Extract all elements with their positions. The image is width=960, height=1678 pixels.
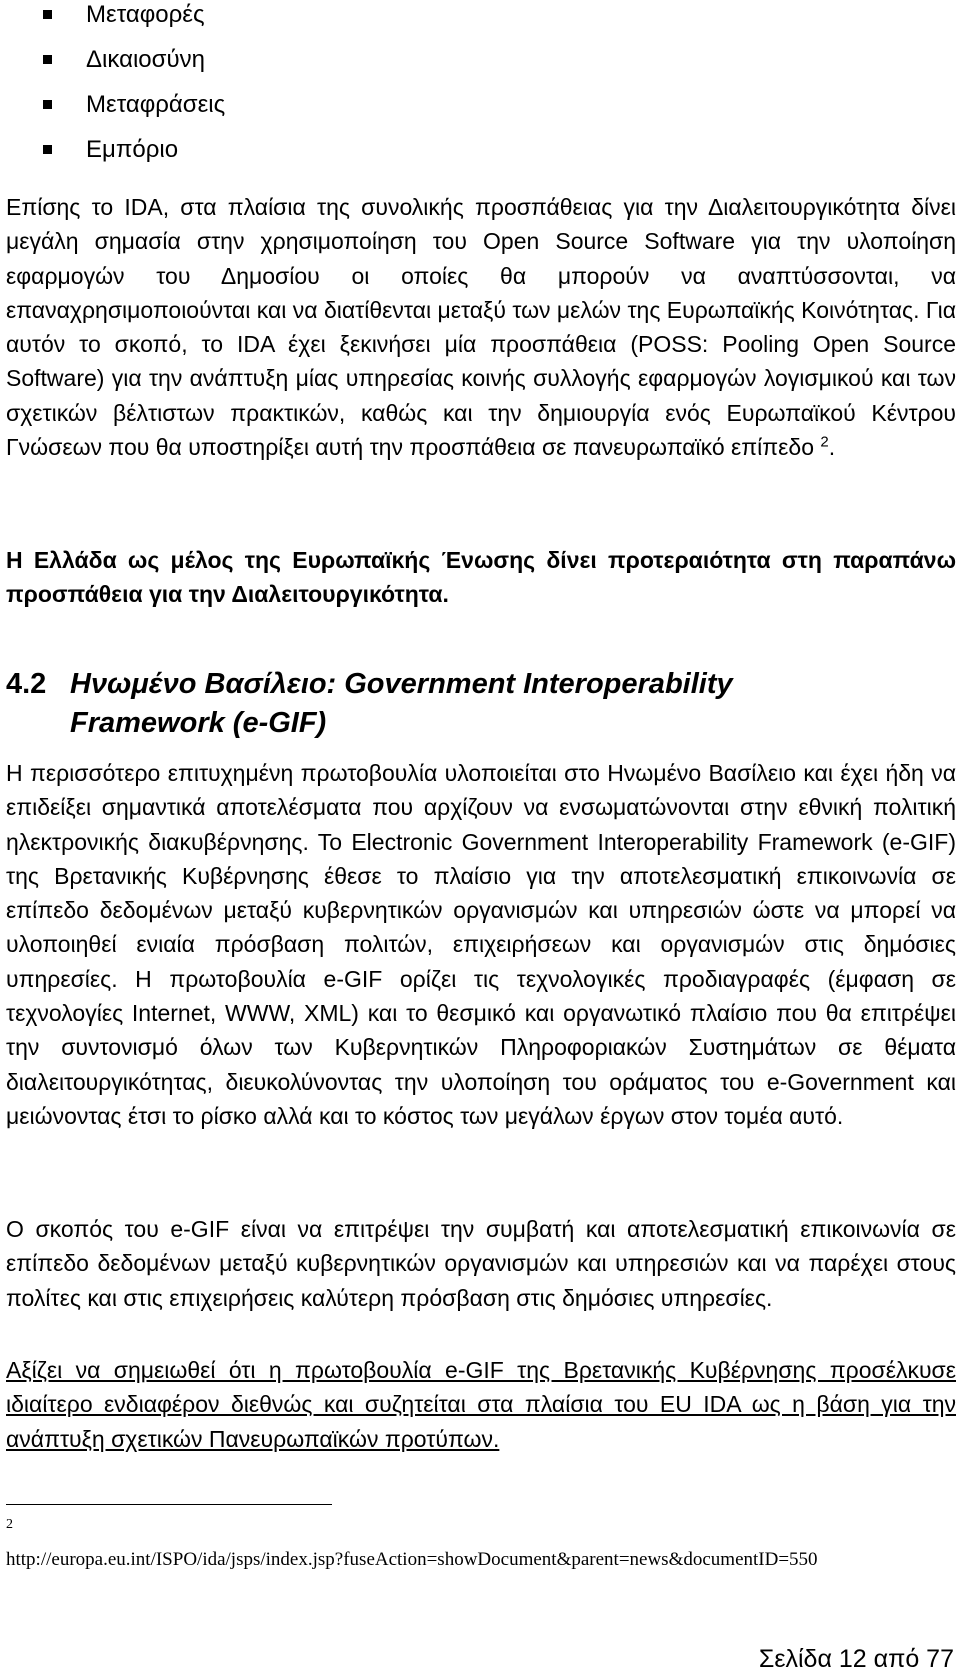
- egif-description-paragraph: Η περισσότερο επιτυχημένη πρωτοβουλία υλοποιείται στο Ηνωμένο Βασίλειο και έχει ήδη να επιδείξει σημαντικά αποτελέσματα που αρχίζουν να ενσωματώνονται στην εθνική πολιτική ηλεκτρονικής διακυβέρνησης. Το Electronic Government Interoperability Framework (e-GIF) της Βρετανικής Κυβέρνησης έθεσε το πλαίσιο για την αποτελεσματική επικοινωνία σε επίπεδο δεδομένων μεταξύ κυβερνητικών οργανισμών και υπηρεσιών ώστε να μπορεί να υλοποιηθεί ενιαία πρόσβαση πολιτών, επιχειρήσεων και οργανισμών στις δημόσιες υπηρεσίες. Η πρωτοβουλία e-GIF ορίζει τις τεχνολογικές προδιαγραφές (έμφαση σε τεχνολογίες Internet, WWW, XML) και το θεσμικό και οργανωτικό πλαίσιο που θα επιτρέψει την συντονισμό όλων των Κυβερνητικών Πληροφοριακών Συστημάτων σε θέματα διαλειτουργικότητας, διευκολύνοντας την υλοποίηση του οράματος του e-Government και μειώνοντας έτσι το ρίσκο αλλά και το κόστος των μεγάλων έργων στον τομέα αυτό.: [6, 760, 956, 1129]
- footnote-marker: 2: [6, 1517, 13, 1532]
- bullet-item: [0, 90, 225, 135]
- footnote-link[interactable]: http://europa.eu.int/ISPO/ida/jsps/index.jsp?fuseAction=showDocument&parent=news&documentID=550: [6, 1549, 818, 1570]
- bullet-item-text: Μεταφορές: [86, 1, 205, 28]
- footnote-reference[interactable]: 2: [820, 433, 829, 451]
- bullet-item: [0, 135, 225, 180]
- bullet-list: [0, 0, 225, 180]
- bullet-item-text: Εμπόριο: [86, 136, 179, 163]
- section-title-line1: Ηνωμένο Βασίλειο: Government Interoperability: [70, 668, 733, 700]
- bullet-item: [0, 45, 225, 90]
- bullet-item-text: Δικαιοσύνη: [86, 46, 205, 73]
- square-bullet-icon: [43, 145, 52, 154]
- square-bullet-icon: [43, 100, 52, 109]
- greece-priority-paragraph: Η Ελλάδα ως μέλος της Ευρωπαϊκής Ένωσης δίνει προτεραιότητα στη παραπάνω προσπάθεια για την Διαλειτουργικότητα.: [6, 547, 956, 607]
- section-number: 4.2: [6, 668, 47, 700]
- paragraph-end: .: [828, 434, 836, 461]
- bullet-item-text: Μεταφράσεις: [86, 91, 226, 118]
- egif-purpose-paragraph: Ο σκοπός του e-GIF είναι να επιτρέψει την συμβατή και αποτελεσματική επικοινωνία σε επίπεδο δεδομένων μεταξύ κυβερνητικών οργανισμών και υπηρεσιών και να παρέχει στους πολίτες και στις επιχειρήσεις καλύτερη πρόσβαση στις δημόσιες υπηρεσίες.: [6, 1216, 956, 1311]
- egif-international-paragraph: Αξίζει να σημειωθεί ότι η πρωτοβουλία e-GIF της Βρετανικής Κυβέρνησης προσέλκυσε ιδιαίτερο ενδιαφέρον διεθνώς και συζητείται στα πλαίσια του EU IDA ως η βάση για την ανάπτυξη σχετικών Πανευρωπαϊκών προτύπων.: [6, 1357, 956, 1452]
- square-bullet-icon: [43, 10, 52, 19]
- square-bullet-icon: [43, 55, 52, 64]
- bullet-item: [0, 0, 225, 45]
- footnote-separator: [6, 1504, 332, 1505]
- paragraph-text: Επίσης το IDA, στα πλαίσια της συνολικής προσπάθειας για την Διαλειτουργικότητα δίνει μεγάλη σημασία στην χρησιμοποίηση του Open Source Software για την υλοποίηση εφαρμογών του Δημοσίου οι οποίες θα μπορούν να αναπτύσσονται, να επαναχρησιμοποιούνται και να διατίθενται μεταξύ των μελών της Ευρωπαϊκής Κοινότητας. Για αυτόν το σκοπό, το IDA έχει ξεκινήσει μία προσπάθεια (POSS: Pooling Open Source Software) για την ανάπτυξη μίας υπηρεσίας κοινής συλλογής εφαρμογών λογισμικού και των σχετικών βέλτιστων πρακτικών, καθώς και την δημιουργία ενός Ευρωπαϊκού Κέντρου Γνώσεων που θα υποστηρίξει αυτή την προσπάθεια σε πανευρωπαϊκό επίπεδο: [6, 194, 956, 461]
- ida-oss-paragraph: [6, 190, 956, 464]
- section-title-line2: Framework (e-GIF): [70, 707, 327, 739]
- section-heading: [6, 665, 956, 743]
- page-number: Σελίδα 12 από 77: [758, 1645, 954, 1673]
